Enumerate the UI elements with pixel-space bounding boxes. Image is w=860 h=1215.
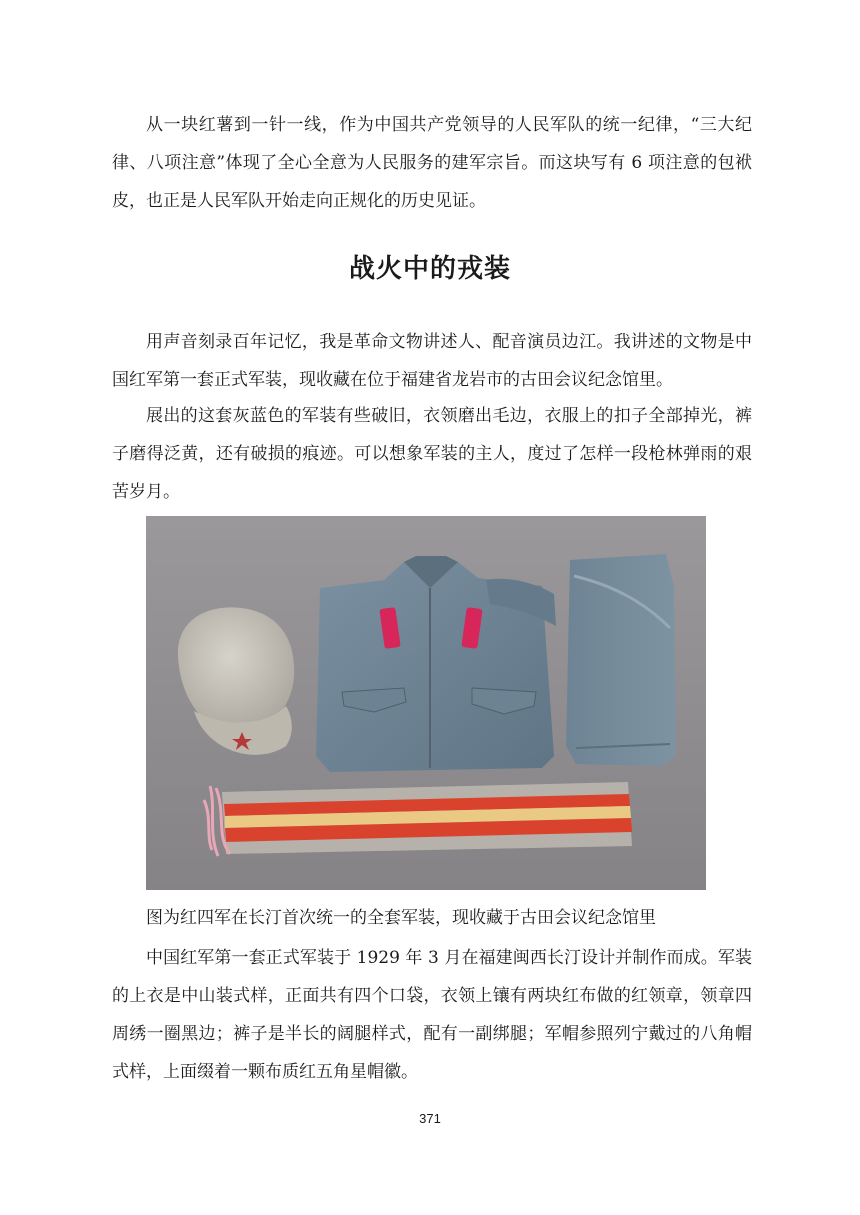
section-title: 战火中的戎装 <box>348 254 511 284</box>
page-number: 371 <box>419 1111 441 1126</box>
paragraph-history: 中国红军第一套正式军装于 1929 年 3 月在福建闽西长汀设计并制作而成。军装的上衣是中山装式样，正面共有四个口袋，衣领上镶有两块红布做的红领章，领章四周绣一圈黑边；裤子是半长的阔腿样式，配有一副绑腿；军帽参照列宁戴过的八角帽式样，上面缀着一颗布质红五角星帽徽。 <box>112 948 752 1082</box>
jacket-shape <box>316 556 556 772</box>
paragraph-narrator: 用声音刻录百年记忆，我是革命文物讲述人、配音演员边江。我讲述的文物是中国红军第一套正式军装，现收藏在位于福建省龙岩市的古田会议纪念馆里。 <box>112 332 752 390</box>
sash-shape <box>204 782 632 856</box>
uniform-photo <box>146 516 706 890</box>
trousers-shape <box>566 554 676 766</box>
uniform-illustration <box>146 516 706 890</box>
figure-caption: 图为红四军在长汀首次统一的全套军装，现收藏于古田会议纪念馆里 <box>146 908 656 928</box>
paragraph-intro: 从一块红薯到一针一线，作为中国共产党领导的人民军队的统一纪律，“三大纪律、八项注意”体现了全心全意为人民服务的建军宗旨。而这块写有 6 项注意的包袱皮，也正是人民军队开始走向正规化的历史见证。 <box>112 115 752 211</box>
paragraph-description: 展出的这套灰蓝色的军装有些破旧，衣领磨出毛边，衣服上的扣子全部掉光，裤子磨得泛黄，还有破损的痕迹。可以想象军装的主人，度过了怎样一段枪林弹雨的艰苦岁月。 <box>112 406 752 502</box>
